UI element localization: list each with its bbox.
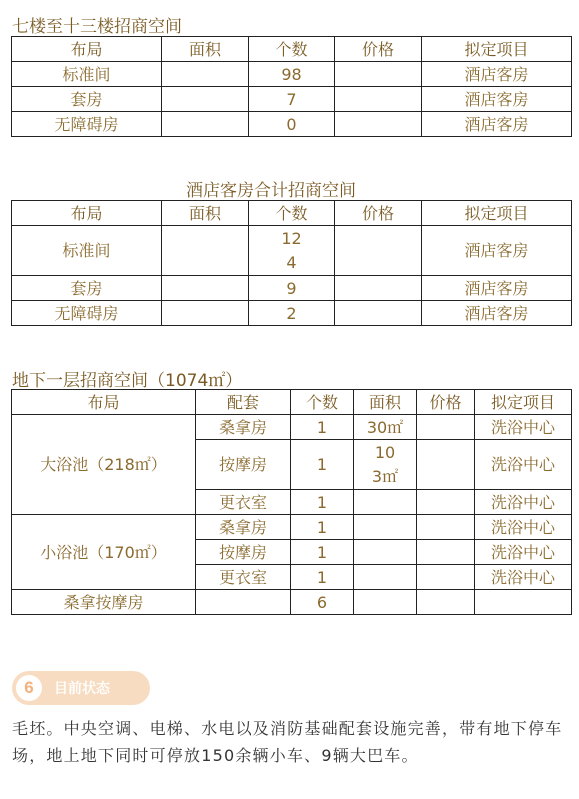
header-area: 面积 — [162, 37, 249, 62]
cell-area — [162, 301, 249, 326]
cell-price — [417, 565, 475, 590]
cell-layout: 标准间 — [12, 62, 162, 87]
cell-price — [335, 87, 422, 112]
cell-layout: 桑拿按摩房 — [12, 590, 196, 615]
cell-area — [162, 87, 249, 112]
cell-count: 1 — [291, 490, 354, 515]
cell-count: 6 — [291, 590, 354, 615]
cell-area — [162, 276, 249, 301]
cell-facility: 桑拿房 — [196, 515, 291, 540]
cell-facility: 更衣室 — [196, 565, 291, 590]
cell-project: 洗浴中心 — [475, 490, 572, 515]
status-paragraph: 毛坯。中央空调、电梯、水电以及消防基础配套设施完善，带有地下停车场，地上地下同时可停放150余辆小车、9辆大巴车。 — [12, 719, 563, 765]
cell-count-line: 12 — [281, 228, 302, 248]
cell-count: 7 — [249, 87, 335, 112]
cell-price — [417, 490, 475, 515]
cell-price — [335, 62, 422, 87]
cell-count: 1 — [291, 565, 354, 590]
cell-count: 2 — [249, 301, 335, 326]
table-row — [12, 515, 572, 540]
cell-facility: 桑拿房 — [196, 415, 291, 440]
cell-price — [335, 226, 422, 276]
cell-count: 9 — [249, 276, 335, 301]
cell-facility: 按摩房 — [196, 540, 291, 565]
cell-layout: 无障碍房 — [12, 301, 162, 326]
cell-area — [354, 590, 417, 615]
header-count: 个数 — [291, 390, 354, 415]
section-badge — [12, 671, 150, 705]
cell-count-line: 4 — [286, 252, 297, 272]
header-count: 个数 — [249, 201, 335, 226]
table-row — [12, 415, 572, 440]
cell-price — [335, 112, 422, 137]
header-layout: 布局 — [12, 201, 162, 226]
cell-price — [335, 301, 422, 326]
cell-layout: 套房 — [12, 276, 162, 301]
cell-count — [249, 226, 335, 276]
header-layout: 布局 — [12, 390, 196, 415]
cell-facility — [196, 590, 291, 615]
section3-title: 地下一层招商空间（1074㎡） — [12, 371, 243, 391]
cell-project: 酒店客房 — [422, 301, 572, 326]
table-basement-level — [11, 389, 572, 615]
cell-facility: 更衣室 — [196, 490, 291, 515]
cell-facility: 按摩房 — [196, 440, 291, 490]
cell-layout-group: 小浴池（170㎡） — [12, 515, 196, 590]
header-price: 价格 — [335, 37, 422, 62]
cell-count: 1 — [291, 540, 354, 565]
cell-area — [354, 490, 417, 515]
header-facility: 配套 — [196, 390, 291, 415]
header-price: 价格 — [335, 201, 422, 226]
cell-project: 洗浴中心 — [475, 440, 572, 490]
section-badge-label: 目前状态 — [54, 681, 110, 697]
cell-project: 洗浴中心 — [475, 415, 572, 440]
header-project: 拟定项目 — [422, 37, 572, 62]
cell-project — [475, 590, 572, 615]
cell-layout: 标准间 — [12, 226, 162, 276]
table-header-row — [12, 201, 572, 226]
cell-area — [162, 226, 249, 276]
cell-project: 洗浴中心 — [475, 515, 572, 540]
cell-area — [162, 62, 249, 87]
table-floors-7-13 — [11, 36, 572, 137]
table-row — [12, 590, 572, 615]
cell-area-line: 3㎡ — [371, 466, 399, 486]
cell-area: 30㎡ — [354, 415, 417, 440]
cell-price — [417, 515, 475, 540]
cell-count: 1 — [291, 515, 354, 540]
cell-price — [417, 540, 475, 565]
header-area: 面积 — [162, 201, 249, 226]
table-row — [12, 87, 572, 112]
cell-area-line: 10 — [374, 442, 396, 462]
section2-title: 酒店客房合计招商空间 — [186, 181, 356, 201]
cell-price — [417, 440, 475, 490]
cell-layout-group: 大浴池（218㎡） — [12, 415, 196, 515]
section-number: 6 — [16, 675, 42, 701]
header-price: 价格 — [417, 390, 475, 415]
cell-area — [354, 515, 417, 540]
table-row — [12, 301, 572, 326]
table-row — [12, 226, 572, 276]
cell-price — [335, 276, 422, 301]
cell-count: 1 — [291, 415, 354, 440]
cell-project: 酒店客房 — [422, 276, 572, 301]
header-area: 面积 — [354, 390, 417, 415]
table-hotel-rooms-total — [11, 200, 572, 326]
table-row — [12, 276, 572, 301]
header-project: 拟定项目 — [475, 390, 572, 415]
cell-price — [417, 415, 475, 440]
cell-project: 酒店客房 — [422, 112, 572, 137]
table-row — [12, 112, 572, 137]
cell-project: 酒店客房 — [422, 87, 572, 112]
header-project: 拟定项目 — [422, 201, 572, 226]
cell-count: 98 — [249, 62, 335, 87]
cell-price — [417, 590, 475, 615]
cell-project: 酒店客房 — [422, 62, 572, 87]
cell-area — [354, 565, 417, 590]
cell-count: 0 — [249, 112, 335, 137]
section1-title: 七楼至十三楼招商空间 — [12, 17, 182, 37]
table-header-row — [12, 390, 572, 415]
cell-area — [354, 540, 417, 565]
cell-count: 1 — [291, 440, 354, 490]
cell-layout: 无障碍房 — [12, 112, 162, 137]
cell-area — [354, 440, 417, 490]
header-count: 个数 — [249, 37, 335, 62]
cell-area — [162, 112, 249, 137]
table-header-row — [12, 37, 572, 62]
header-layout: 布局 — [12, 37, 162, 62]
cell-project: 洗浴中心 — [475, 540, 572, 565]
table-row — [12, 62, 572, 87]
cell-project: 洗浴中心 — [475, 565, 572, 590]
cell-layout: 套房 — [12, 87, 162, 112]
cell-project: 酒店客房 — [422, 226, 572, 276]
